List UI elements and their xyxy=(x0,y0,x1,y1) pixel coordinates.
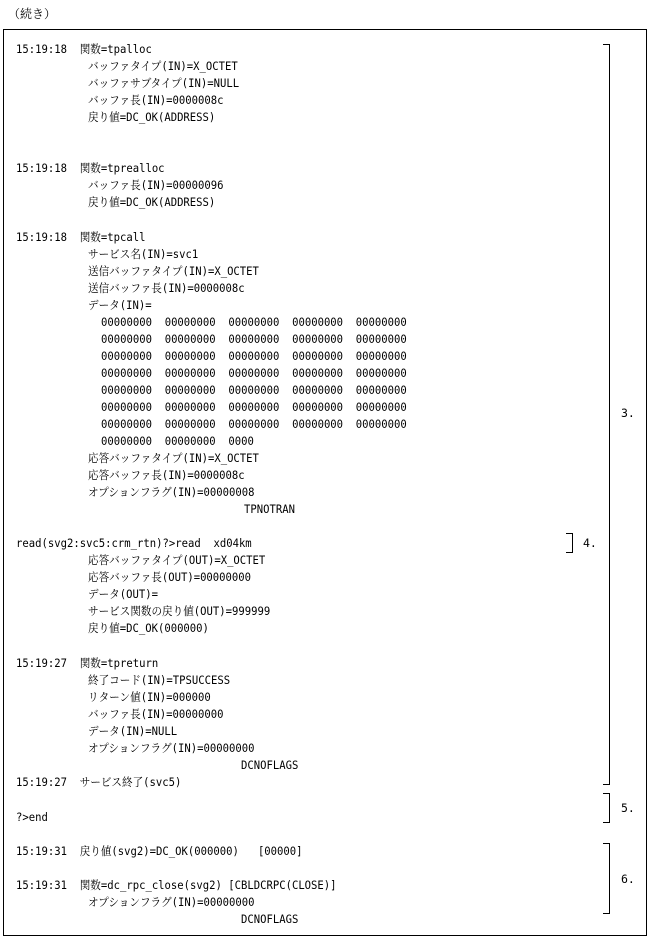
bracket-step-6 xyxy=(603,843,610,914)
log-line: 00000000 00000000 00000000 00000000 00000000 xyxy=(101,417,407,431)
log-line: オプションフラグ(IN)=00000000 xyxy=(88,895,255,909)
log-line: バッファサブタイプ(IN)=NULL xyxy=(88,76,240,90)
log-line: データ(IN)= xyxy=(88,298,152,312)
log-line: オプションフラグ(IN)=00000008 xyxy=(88,485,255,499)
log-line: バッファ長(IN)=0000008c xyxy=(88,93,224,107)
log-line: 15:19:18 関数=tpalloc xyxy=(16,42,152,56)
log-line: 戻り値=DC_OK(000000) xyxy=(88,621,209,635)
log-line: リターン値(IN)=000000 xyxy=(88,690,211,704)
log-line: 戻り値=DC_OK(ADDRESS) xyxy=(88,110,216,124)
log-line: 00000000 00000000 00000000 00000000 00000000 xyxy=(101,332,407,346)
bracket-step-5 xyxy=(603,793,610,823)
log-line: サービス名(IN)=svc1 xyxy=(88,247,199,261)
log-line: 応答バッファタイプ(OUT)=X_OCTET xyxy=(88,553,266,567)
step-label: 3. xyxy=(621,406,635,420)
log-line: 応答バッファ長(IN)=0000008c xyxy=(88,468,245,482)
log-line: 00000000 00000000 0000 xyxy=(101,434,254,448)
log-line: read(svg2:svc5:crm_rtn)?>read xd04km xyxy=(16,536,252,550)
log-line: 15:19:27 サービス終了(svc5) xyxy=(16,775,182,789)
step-label: 5. xyxy=(621,801,635,815)
log-line: 00000000 00000000 00000000 00000000 00000000 xyxy=(101,383,407,397)
log-line: 終了コード(IN)=TPSUCCESS xyxy=(88,673,231,687)
log-line: 送信バッファタイプ(IN)=X_OCTET xyxy=(88,264,259,278)
continued-caption: （続き） xyxy=(8,7,57,21)
bracket-step-3 xyxy=(603,44,610,785)
log-line: バッファ長(IN)=00000000 xyxy=(88,707,224,721)
log-line: データ(IN)=NULL xyxy=(88,724,178,738)
log-line: オプションフラグ(IN)=00000000 xyxy=(88,741,255,755)
log-line: 00000000 00000000 00000000 00000000 00000000 xyxy=(101,400,407,414)
log-line: 00000000 00000000 00000000 00000000 00000000 xyxy=(101,349,407,363)
bracket-step-4 xyxy=(566,533,573,553)
log-line: TPNOTRAN xyxy=(244,502,295,516)
log-line: 応答バッファタイプ(IN)=X_OCTET xyxy=(88,451,259,465)
log-line: DCNOFLAGS xyxy=(241,758,299,772)
log-line: バッファタイプ(IN)=X_OCTET xyxy=(88,59,238,73)
log-line: 戻り値=DC_OK(ADDRESS) xyxy=(88,195,216,209)
log-line: 15:19:18 関数=tpcall xyxy=(16,230,146,244)
log-line: データ(OUT)= xyxy=(88,587,158,601)
log-line: 15:19:31 戻り値(svg2)=DC_OK(000000) [00000] xyxy=(16,844,303,858)
log-line: サービス関数の戻り値(OUT)=999999 xyxy=(88,604,271,618)
log-line: DCNOFLAGS xyxy=(241,912,299,926)
step-label: 6. xyxy=(621,872,635,886)
log-line: 15:19:18 関数=tprealloc xyxy=(16,161,165,175)
log-line: 15:19:31 関数=dc_rpc_close(svg2) [CBLDCRPC(CLOSE)] xyxy=(16,878,337,892)
log-line: 00000000 00000000 00000000 00000000 00000000 xyxy=(101,315,407,329)
log-line: ?>end xyxy=(16,810,48,824)
log-line: 応答バッファ長(OUT)=00000000 xyxy=(88,570,252,584)
step-label: 4. xyxy=(583,536,597,550)
log-line: 00000000 00000000 00000000 00000000 00000000 xyxy=(101,366,407,380)
log-line: 15:19:27 関数=tpreturn xyxy=(16,656,159,670)
log-line: バッファ長(IN)=00000096 xyxy=(88,178,224,192)
log-line: 送信バッファ長(IN)=0000008c xyxy=(88,281,245,295)
